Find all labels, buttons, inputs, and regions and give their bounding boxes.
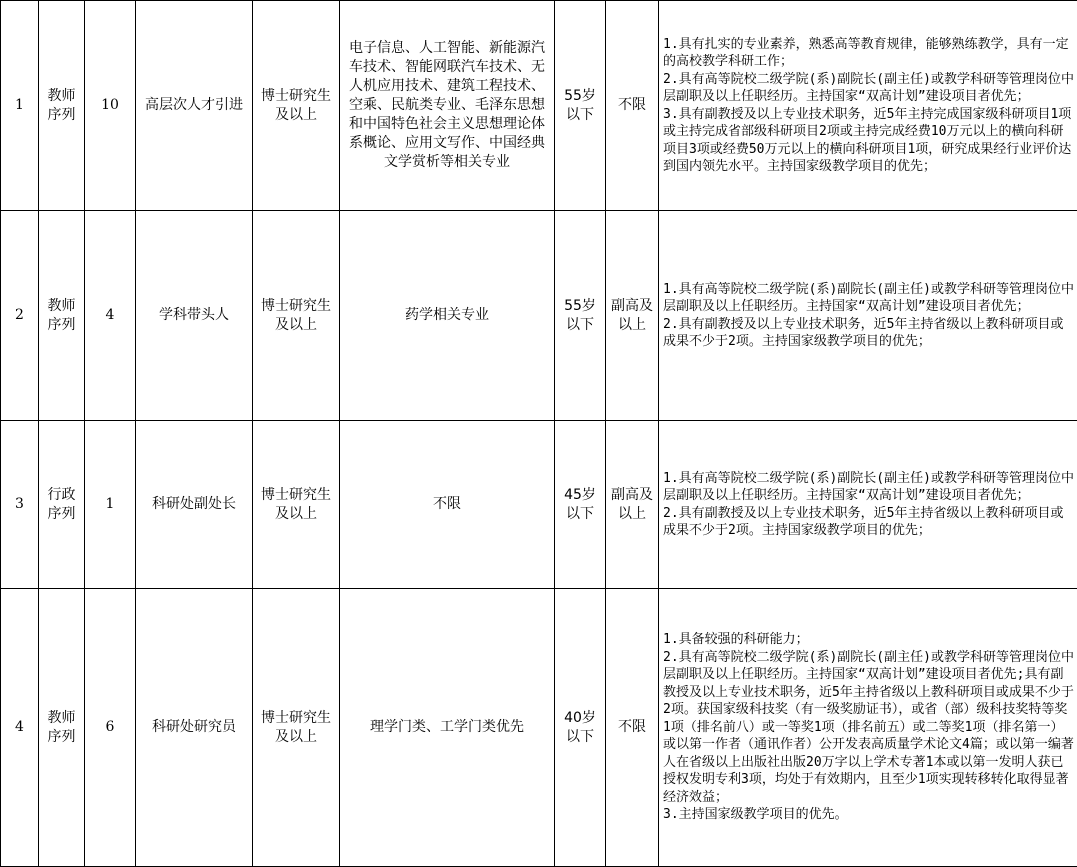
age-requirement: 55岁 以下 [555, 211, 606, 421]
requirement-item: 1.具有扎实的专业素养，熟悉高等教育规律，能够熟练教学，具有一定的高校教学科研工作； [663, 36, 1075, 71]
major-requirement: 药学相关专业 [340, 211, 555, 421]
other-requirements [659, 421, 1077, 589]
title-requirement: 副高及 以上 [606, 421, 659, 589]
requirement-item: 1.具备较强的科研能力； [663, 631, 1075, 649]
age-requirement: 55岁 以下 [555, 1, 606, 211]
position-name: 科研处副处长 [136, 421, 253, 589]
headcount: 10 [85, 1, 136, 211]
age-requirement: 45岁 以下 [555, 421, 606, 589]
table-row [1, 589, 1077, 867]
requirement-item: 2.具有高等院校二级学院(系)副院长(副主任)或教学科研等管理岗位中层副职及以上任职经历。主持国家“双高计划”建设项目者优先； [663, 71, 1075, 106]
row-number: 3 [1, 421, 39, 589]
other-requirements [659, 211, 1077, 421]
education-requirement: 博士研究生 及以上 [253, 421, 340, 589]
headcount: 6 [85, 589, 136, 867]
major-requirement: 电子信息、人工智能、新能源汽车技术、智能网联汽车技术、无人机应用技术、建筑工程技术、空乘、民航类专业、毛泽东思想和中国特色社会主义思想理论体系概论、应用文写作、中国经典文学赏析等相关专业 [340, 1, 555, 211]
position-name: 学科带头人 [136, 211, 253, 421]
requirement-item: 3.主持国家级教学项目的优先。 [663, 806, 1075, 824]
position-name: 科研处研究员 [136, 589, 253, 867]
requirement-item: 1.具有高等院校二级学院(系)副院长(副主任)或教学科研等管理岗位中层副职及以上任职经历。主持国家“双高计划”建设项目者优先； [663, 470, 1075, 505]
table-row [1, 421, 1077, 589]
row-number: 2 [1, 211, 39, 421]
other-requirements [659, 589, 1077, 867]
position-name: 高层次人才引进 [136, 1, 253, 211]
requirement-item: 1.具有高等院校二级学院(系)副院长(副主任)或教学科研等管理岗位中层副职及以上任职经历。主持国家“双高计划”建设项目者优先； [663, 281, 1075, 316]
title-requirement: 不限 [606, 1, 659, 211]
requirement-item: 3.具有副教授及以上专业技术职务，近5年主持完成国家级科研项目1项或主持完成省部级科研项目2项或主持完成经费10万元以上的横向科研项目3项或经费50万元以上的横向科研项目1项，研究成果经行业评价达到国内领先水平。主持国家级教学项目的优先； [663, 106, 1075, 176]
education-requirement: 博士研究生 及以上 [253, 211, 340, 421]
education-requirement: 博士研究生 及以上 [253, 589, 340, 867]
job-category: 教师 序列 [39, 1, 85, 211]
major-requirement: 理学门类、工学门类优先 [340, 589, 555, 867]
title-requirement: 副高及 以上 [606, 211, 659, 421]
requirement-item: 2.具有副教授及以上专业技术职务，近5年主持省级以上教科研项目或成果不少于2项。主持国家级教学项目的优先； [663, 505, 1075, 540]
education-requirement: 博士研究生 及以上 [253, 1, 340, 211]
major-requirement: 不限 [340, 421, 555, 589]
headcount: 4 [85, 211, 136, 421]
other-requirements [659, 1, 1077, 211]
table-row [1, 211, 1077, 421]
row-number: 1 [1, 1, 39, 211]
age-requirement: 40岁 以下 [555, 589, 606, 867]
table-row [1, 1, 1077, 211]
job-category: 行政 序列 [39, 421, 85, 589]
requirement-item: 2.具有高等院校二级学院(系)副院长(副主任)或教学科研等管理岗位中层副职及以上任职经历。主持国家“双高计划”建设项目者优先;具有副教授及以上专业技术职务，近5年主持省级以上教科研项目或成果不少于2项。获国家级科技奖（有一级奖励证书），或省（部）级科技奖特等奖1项（排名前八）或一等奖1项（排名前五）或二等奖1项（排名第一）或以第一作者（通讯作者）公开发表高质量学术论文4篇；或以第一编著人在省级以上出版社出版20万字以上学术专著1本或以第一发明人获已授权发明专利3项，均处于有效期内，且至少1项实现转移转化取得显著经济效益； [663, 649, 1075, 807]
row-number: 4 [1, 589, 39, 867]
job-category: 教师 序列 [39, 589, 85, 867]
title-requirement: 不限 [606, 589, 659, 867]
requirement-item: 2.具有副教授及以上专业技术职务，近5年主持省级以上教科研项目或成果不少于2项。主持国家级教学项目的优先； [663, 316, 1075, 351]
headcount: 1 [85, 421, 136, 589]
job-category: 教师 序列 [39, 211, 85, 421]
